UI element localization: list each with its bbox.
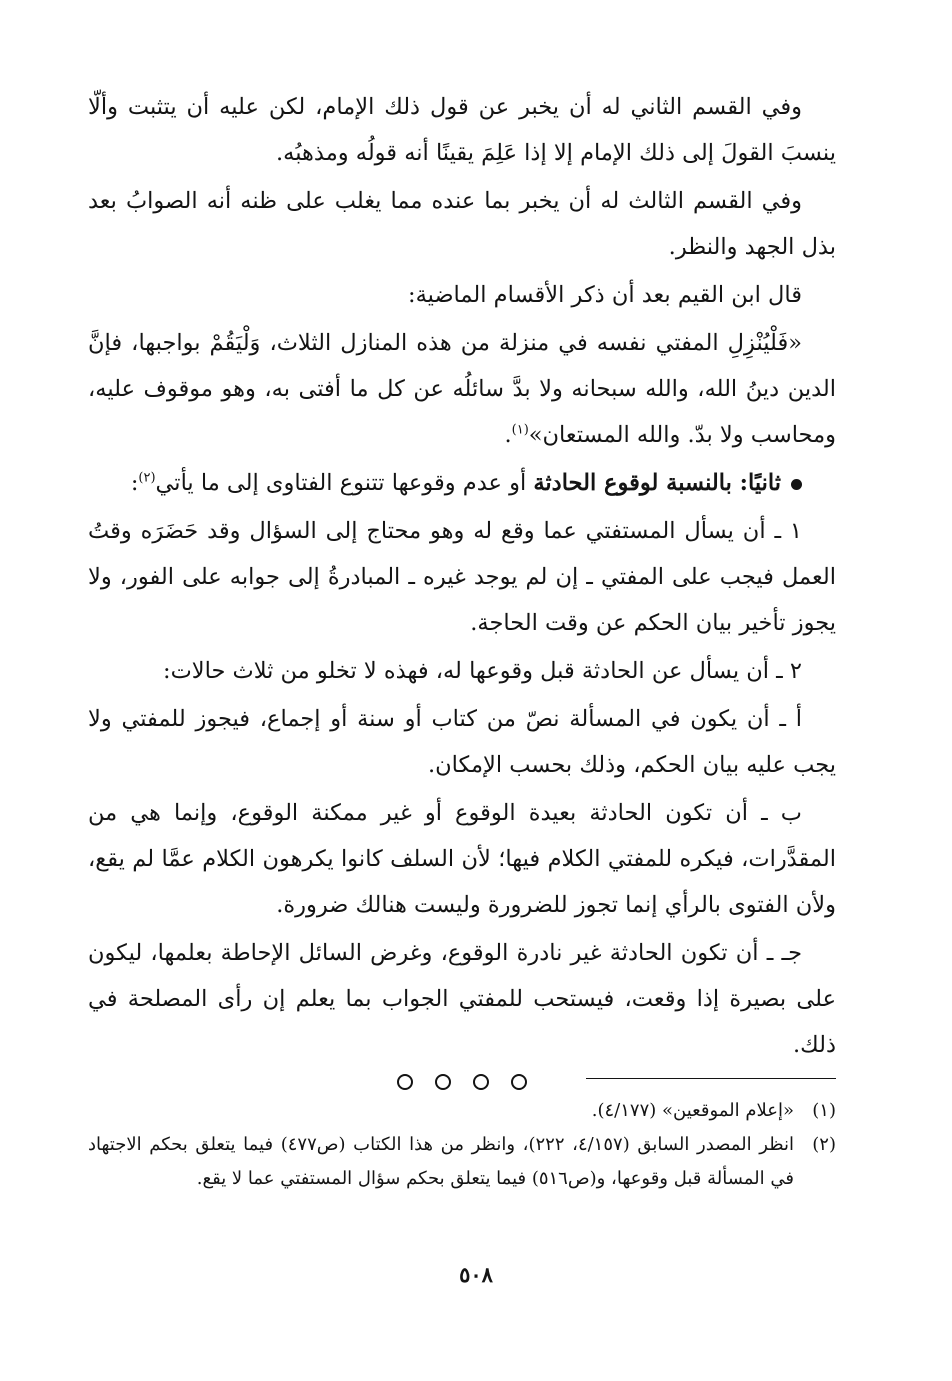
quote-paragraph xyxy=(88,320,836,458)
paragraph-2: وفي القسم الثالث له أن يخبر بما عنده مما يغلب على ظنه أنه الصوابُ بعد بذل الجهد والنظر. xyxy=(88,188,836,260)
main-text xyxy=(88,84,836,1118)
circle-ornament-icon xyxy=(511,1074,527,1090)
footnote-text: «إعلام الموقعين» (٤/١٧٧). xyxy=(591,1100,794,1121)
paragraph-item-a: أ ـ أن يكون في المسألة نصّ من كتاب أو سنة أو إجماع، فيجوز للمفتي ولا يجب عليه بيان الحكم، وذلك بحسب الإمكان. xyxy=(88,706,836,778)
footnote-1 xyxy=(88,1094,836,1128)
paragraph-item-2: ٢ ـ أن يسأل عن الحادثة قبل وقوعها له، فهذه لا تخلو من ثلاث حالات: xyxy=(163,658,802,684)
footnote-2 xyxy=(88,1128,836,1196)
footnotes xyxy=(88,1094,836,1196)
paragraph-1: وفي القسم الثاني له أن يخبر عن قول ذلك الإمام، لكن عليه أن يتثبت وألّا ينسبَ القولَ إلى ذلك الإمام إلا إذا عَلِمَ يقينًا أنه قولُه ومذهبُه. xyxy=(88,94,836,166)
footnote-divider xyxy=(586,1078,836,1079)
paragraph-3: قال ابن القيم بعد أن ذكر الأقسام الماضية: xyxy=(408,282,802,308)
quote-end: . xyxy=(504,422,512,448)
paragraph-item-1: ١ ـ أن يسأل المستفتي عما وقع له وهو محتاج إلى السؤال وقد حَضَرَه وقتُ العمل فيجب على المفتي ـ إن لم يوجد غيره ـ المبادرةُ إلى جوابه على الفور، ولا يجوز تأخير بيان الحكم عن وقت الحاجة. xyxy=(88,518,836,636)
footnote-ref-2: (٢) xyxy=(138,470,156,486)
quote-text: «فَلْيُنْزِلِ المفتي نفسه في منزلة من هذه المنازل الثلاث، وَلْيَقُمْ بواجبها، فإنَّ الدين دينُ الله، والله سبحانه ولا بدَّ سائلُه عن كل ما أفتى به، وهو موقوف عليه، ومحاسب ولا بدّ. والله المستعان» xyxy=(88,330,836,448)
footnote-number: (١) xyxy=(812,1100,836,1121)
bullet-icon xyxy=(791,479,802,490)
footnote-text: انظر المصدر السابق (٤/١٥٧، ٢٢٢)، وانظر من هذا الكتاب (ص٤٧٧) فيما يتعلق بحكم الاجتهاد في المسألة قبل وقوعها، و(ص٥١٦) فيما يتعلق بحكم سؤال المستفتي عما لا يقع. xyxy=(88,1134,794,1189)
section-heading-bold: ثانيًا: بالنسبة لوقوع الحادثة xyxy=(533,470,781,496)
footnote-ref-1: (١) xyxy=(511,422,529,438)
section-heading-end: : xyxy=(130,470,139,496)
page-number: ٥٠٨ xyxy=(459,1262,493,1287)
footnote-number: (٢) xyxy=(812,1134,836,1155)
circle-ornament-icon xyxy=(473,1074,489,1090)
section-heading-rest: أو عدم وقوعها تتنوع الفتاوى إلى ما يأتي xyxy=(155,470,534,496)
circle-ornament-icon xyxy=(435,1074,451,1090)
paragraph-item-b: ب ـ أن تكون الحادثة بعيدة الوقوع أو غير ممكنة الوقوع، وإنما هي من المقدَّرات، فيكره للمفتي الكلام فيها؛ لأن السلف كانوا يكرهون الكلام عمَّا لم يقع، ولأن الفتوى بالرأي إنما تجوز للضرورة وليست هنالك ضرورة. xyxy=(88,800,836,918)
section-heading-paragraph xyxy=(88,460,836,506)
paragraph-item-c: جـ ـ أن تكون الحادثة غير نادرة الوقوع، وغرض السائل الإحاطة بعلمها، ليكون على بصيرة إذا وقعت، فيستحب للمفتي الجواب بما يعلم إن رأى المصلحة في ذلك. xyxy=(88,940,836,1058)
circle-ornament-icon xyxy=(397,1074,413,1090)
